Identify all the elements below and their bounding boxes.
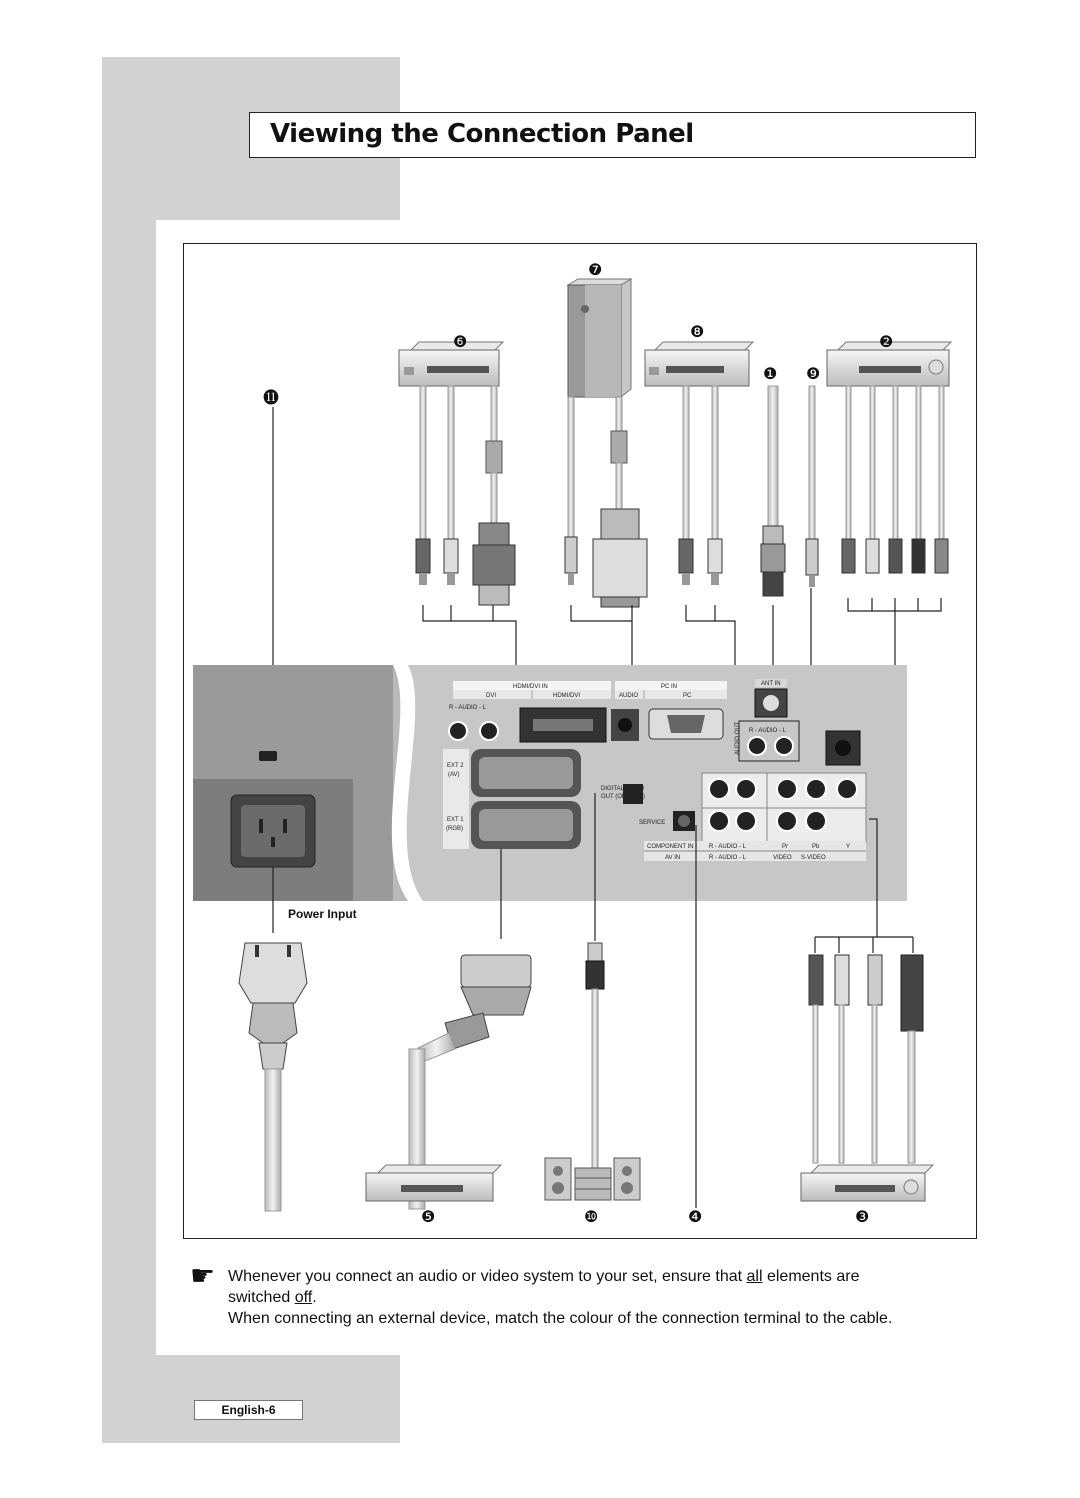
label-digital-audio-sub: OUT (OPTICAL) [601, 794, 645, 800]
marker-6: ❻ [453, 334, 468, 351]
label-pr: Pr [782, 844, 788, 850]
rca-plug-dvi-r [416, 539, 430, 585]
power-input-label: Power Input [288, 907, 357, 921]
label-av-audio: R - AUDIO - L [709, 855, 747, 861]
marker-5: ❺ [421, 1209, 436, 1226]
note-line-1: Whenever you connect an audio or video system to your set, ensure that all elements are [228, 1268, 860, 1285]
label-y: Y [846, 844, 851, 850]
label-component-audio: R - AUDIO - L [709, 844, 747, 850]
label-audio-out: AUDIO OUT [735, 721, 741, 755]
vga-ferrite [611, 431, 627, 463]
video-device-3 [801, 1165, 933, 1201]
label-pc-in: PC IN [661, 684, 678, 690]
pc-tower-device-7 [568, 279, 631, 397]
marker-9: ❾ [806, 366, 821, 383]
vcr-device-5 [366, 1165, 501, 1201]
marker-4: ❹ [688, 1209, 703, 1226]
label-ext1-sub: (RGB) [446, 826, 463, 832]
note-word-all: all [746, 1268, 763, 1285]
label-r-audio-l: R - AUDIO - L [449, 705, 487, 711]
label-digital-audio: DIGITAL AUDIO [601, 786, 645, 792]
label-audio: AUDIO [619, 693, 639, 699]
label-ant-in: ANT IN [761, 681, 781, 687]
label-dvi: DVI [486, 693, 497, 699]
tv-back-panel [193, 665, 907, 901]
page-title: Viewing the Connection Panel [270, 119, 694, 149]
label-pc: PC [683, 693, 692, 699]
connection-panel-diagram [183, 243, 977, 1239]
av-input-plugs [809, 955, 923, 1163]
label-ext1: EXT 1 [447, 817, 464, 823]
sidebar-band-left [102, 220, 156, 1355]
dvd-player-device-8 [645, 342, 753, 386]
antenna-plug [761, 526, 785, 596]
optical-plug [586, 943, 604, 1169]
label-ext2-sub: (AV) [448, 772, 460, 778]
marker-7: ❼ [588, 262, 603, 279]
marker-11: ⓫ [263, 390, 280, 407]
label-av-in: AV IN [665, 855, 681, 861]
rca-plug-audio-out-l [708, 539, 722, 585]
pointing-hand-icon: ☛ [190, 1260, 216, 1291]
page-number-label: English-6 [194, 1400, 303, 1420]
marker-1: ❶ [763, 366, 778, 383]
label-component-in: COMPONENT IN [647, 844, 694, 850]
note-line-2: switched off. [228, 1289, 317, 1306]
marker-8: ❽ [690, 324, 705, 341]
label-r-audio-l-out: R - AUDIO - L [749, 728, 787, 734]
rca-plug-dvi-l [444, 539, 458, 585]
component-plugs [842, 539, 948, 573]
label-service: SERVICE [639, 820, 666, 826]
label-video: VIDEO [773, 855, 792, 861]
hdmi-plug [473, 523, 515, 605]
label-s-video: S-VIDEO [801, 855, 826, 861]
note-word-off: off [294, 1289, 313, 1306]
note-line-3: When connecting an external device, match the colour of the connection terminal to the cable. [228, 1310, 893, 1327]
label-hdmi-dvi-in: HDMI/DVI IN [513, 684, 548, 690]
label-hdmi-dvi: HDMI/DVI [553, 693, 580, 699]
hdmi-ferrite [486, 441, 502, 473]
audio-plug-pc [565, 537, 577, 585]
marker-3: ❸ [855, 1209, 870, 1226]
vga-plug [593, 509, 647, 607]
label-pb: Pb [812, 844, 820, 850]
label-ext2: EXT 2 [447, 763, 464, 769]
sidebar-band-bottom [102, 1355, 400, 1443]
rca-plug-audio-out-r [679, 539, 693, 585]
marker-10: ❿ [584, 1209, 599, 1226]
headphone-plug [806, 539, 818, 587]
page-title-box [249, 112, 976, 158]
marker-2: ❷ [879, 334, 894, 351]
power-plug [239, 943, 307, 1211]
dvd-player-device-6 [399, 342, 503, 386]
